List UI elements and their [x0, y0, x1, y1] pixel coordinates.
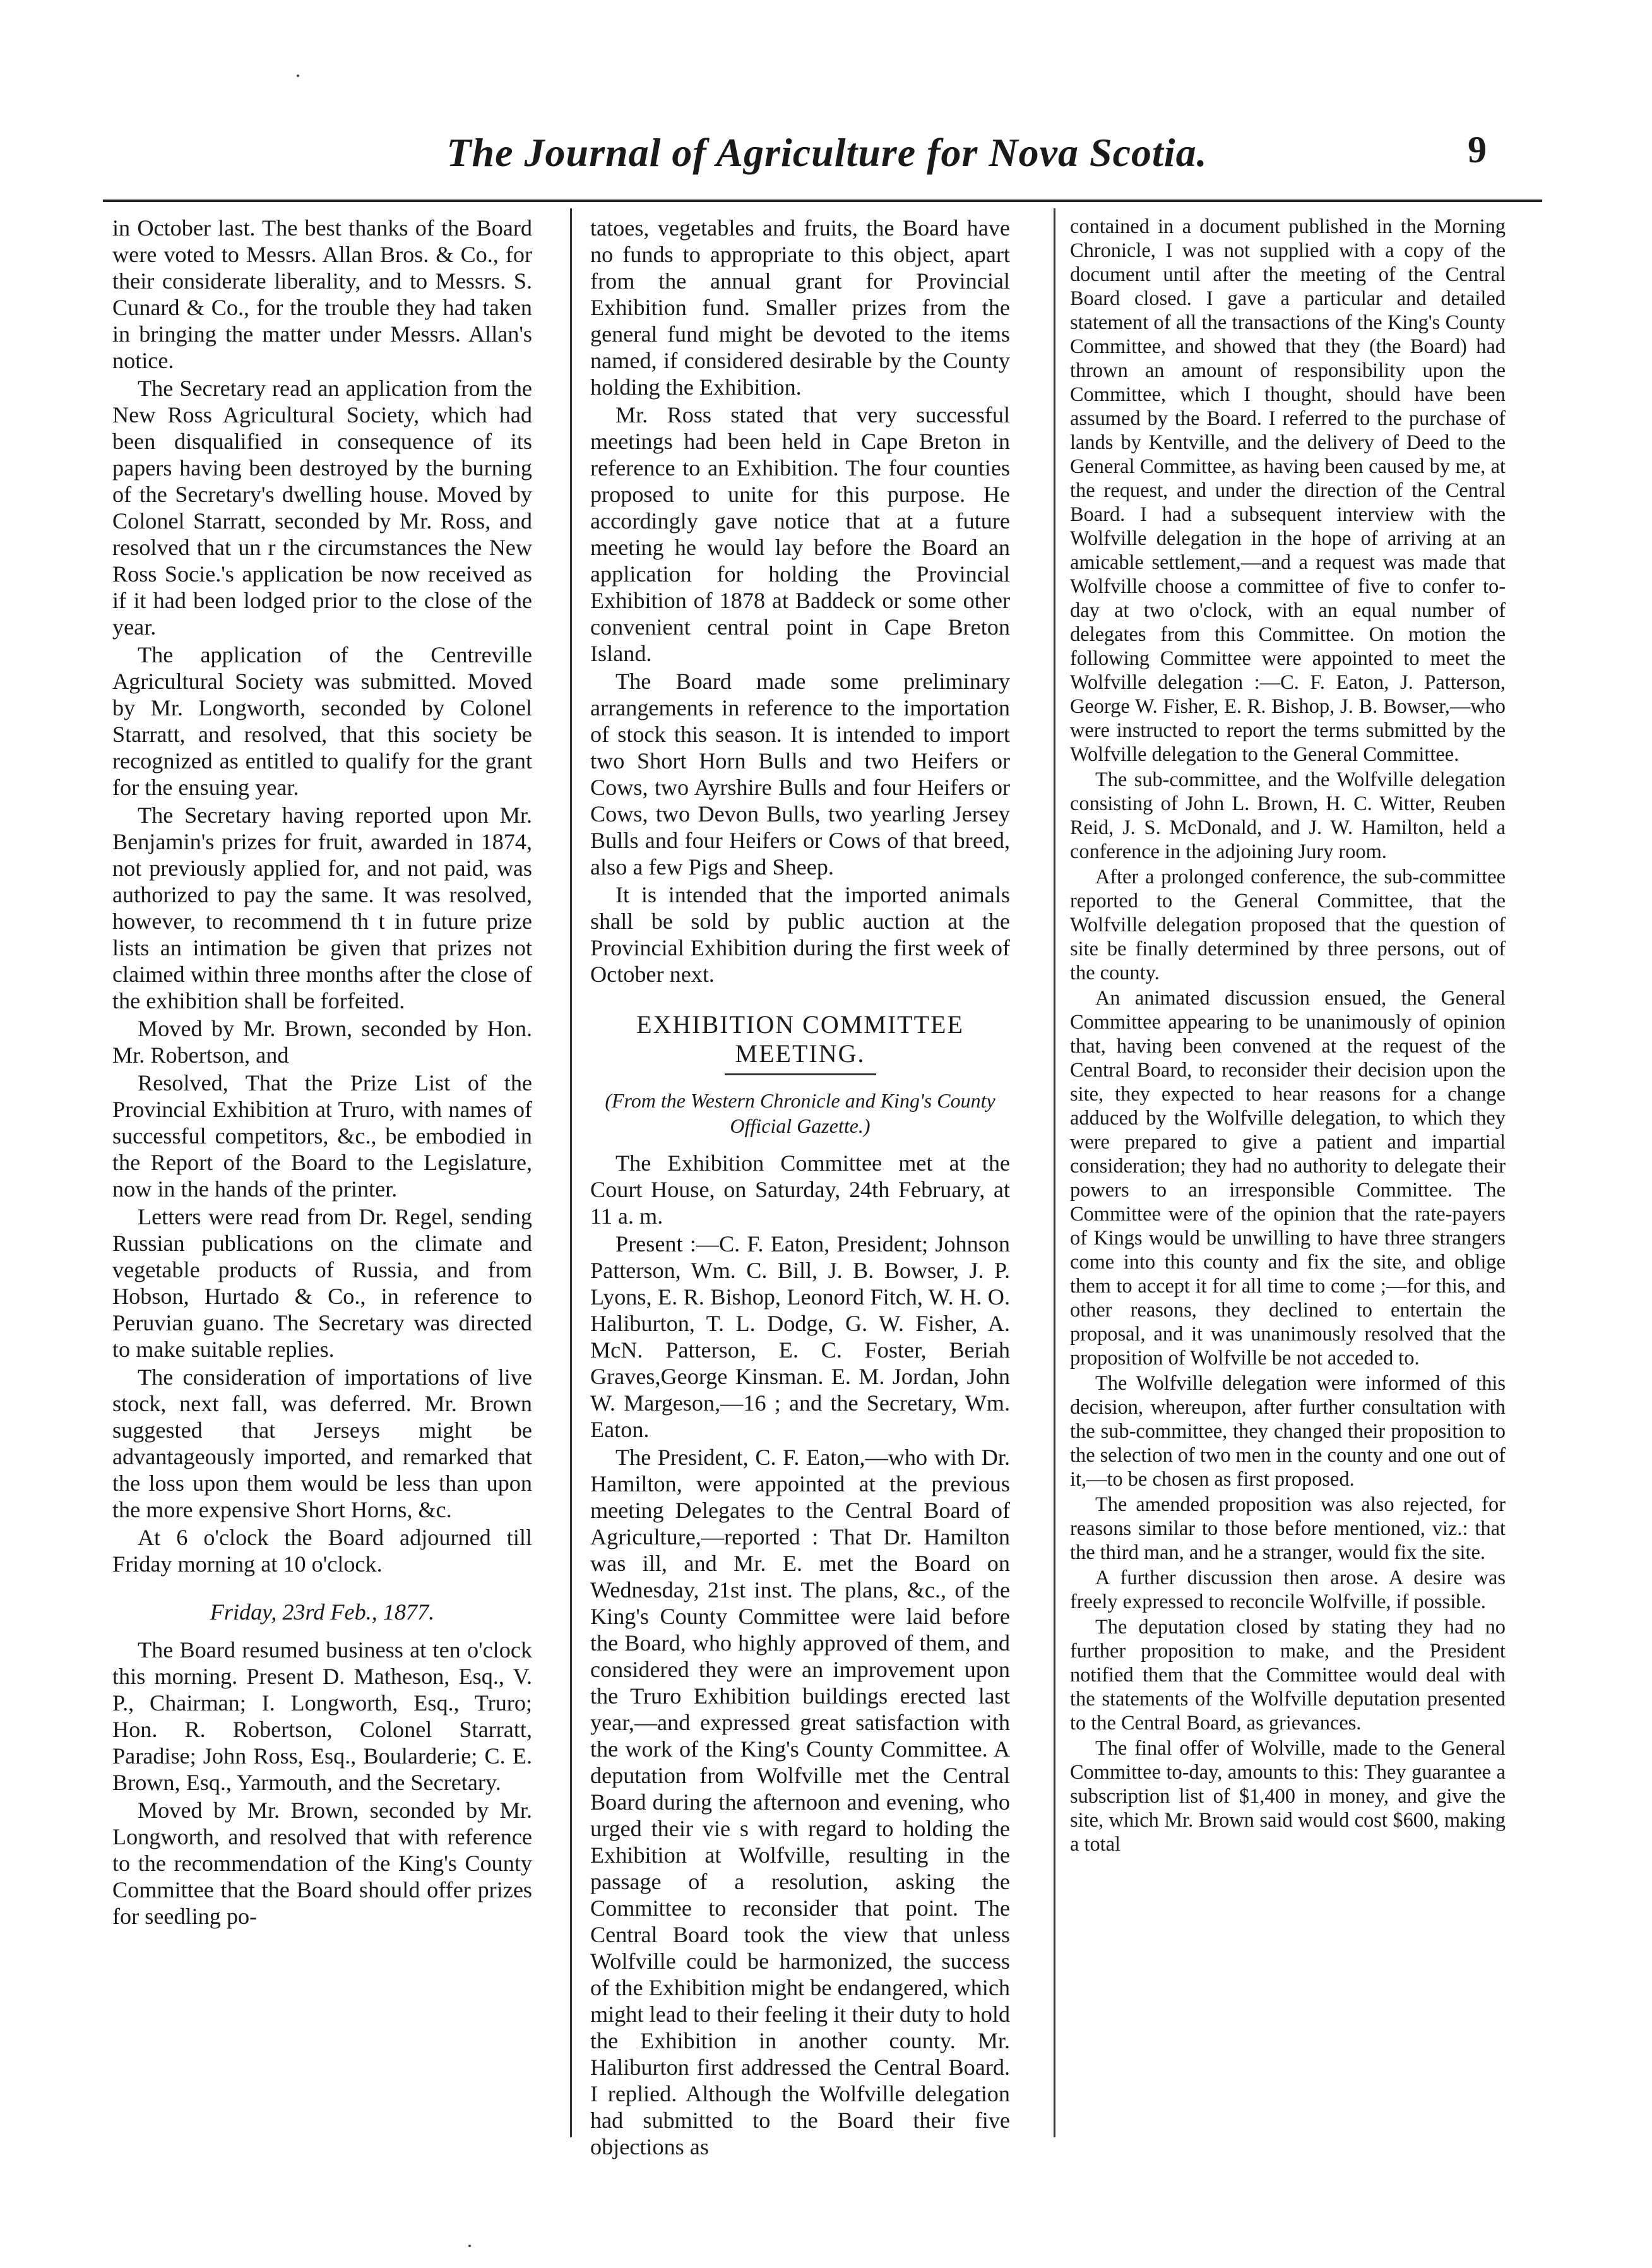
- paragraph: An animated discussion ensued, the General Committee appearing to be unanimously of opinion that, having been convened at the request of the Central Board, to reconsider their decision upon the site, they expected to hear reasons for a change adduced by the Wolfville delegation, to which they were prepared to give a patient and impartial consideration; they had no authority to delegate their powers to an irresponsible Committee. The Committee were of the opinion that the rate-payers of Kings would be unwilling to have three strangers come into this county and fix the site, and oblige them to accept it for all time to come ;—for this, and other reasons, they declined to entertain the proposal, and it was unanimously resolved that the proposition of Wolfville be not acceded to.: [1070, 987, 1506, 1370]
- print-speck: [297, 75, 299, 77]
- paragraph: The consideration of importations of live stock, next fall, was deferred. Mr. Brown suggested that Jerseys might be advantageously imported, and remarked that the loss upon them would be less than upon the more expensive Short Horns, &c.: [112, 1364, 532, 1522]
- paragraph: The Exhibition Committee met at the Court House, on Saturday, 24th February, at 11 a. m.: [590, 1150, 1010, 1229]
- print-speck: [468, 2245, 471, 2247]
- column-divider: [570, 208, 572, 2137]
- paragraph: Resolved, That the Prize List of the Provincial Exhibition at Truro, with names of successful competitors, &c., be embodied in the Report of the Board to the Legislature, now in the hands of the printer.: [112, 1070, 532, 1202]
- paragraph: The sub-committee, and the Wolfville delegation consisting of John L. Brown, H. C. Witter, Reuben Reid, J. S. McDonald, and J. W. Hamilton, held a conference in the adjoining Jury room.: [1070, 768, 1506, 863]
- heading-rule: [725, 1073, 876, 1075]
- header-rule: [103, 200, 1542, 202]
- paragraph: The President, C. F. Eaton,—who with Dr. Hamilton, were appointed at the previous meeting Delegates to the Central Board of Agriculture,—reported : That Dr. Hamilton was ill, and Mr. E. met the Board on Wednesday, 21st inst. The plans, &c., of the King's County Committee were laid before the Board, who highly approved of them, and considered they were an improvement upon the Truro Exhibition buildings erected last year,—and expressed great satisfaction with the work of the King's County Committee. A deputation from Wolfville met the Central Board during the afternoon and evening, who urged their vie s with regard to holding the Exhibition at Wolfville, resulting in the passage of a resolution, asking the Committee to reconsider that point. The Central Board took the view that unless Wolfville could be harmonized, the success of the Exhibition might be endangered, which might lead to their feeling it their duty to hold the Exhibition in another county. Mr. Haliburton first addressed the Central Board. I replied. Although the Wolfville delegation had submitted to the Board their five objections as: [590, 1445, 1010, 2159]
- paragraph: A further discussion then arose. A desire was freely expressed to reconcile Wolfville, if possible.: [1070, 1567, 1506, 1613]
- paragraph: The final offer of Wolville, made to the General Committee to-day, amounts to this: They guarantee a subscription list of $1,400 in money, and give the site, which Mr. Brown said would cost $600, making a total: [1070, 1737, 1506, 1856]
- section-heading: EXHIBITION COMMITTEE MEETING.: [636, 1010, 964, 1068]
- paragraph: The Board resumed business at ten o'clock this morning. Present D. Matheson, Esq., V. P., Chairman; I. Longworth, Esq., Truro; Hon. R. Robertson, Colonel Starratt, Paradise; John Ross, Esq., Boularderie; C. E. Brown, Esq., Yarmouth, and the Secretary.: [112, 1637, 532, 1795]
- paragraph: Moved by Mr. Brown, seconded by Mr. Longworth, and resolved that with reference to the recommendation of the King's County Committee that the Board should offer prizes for seedling po-: [112, 1798, 532, 1929]
- paragraph: The application of the Centreville Agricultural Society was submitted. Moved by Mr. Longworth, seconded by Colonel Starratt, and resolved, that this society be recognized as entitled to qualify for the grant for the ensuing year.: [112, 642, 532, 800]
- paragraph: The Wolfville delegation were informed of this decision, whereupon, after further consultation with the sub-committee, they changed their proposition to the selection of two men in the county and one out of it,—to be chosen as first proposed.: [1070, 1372, 1506, 1491]
- paragraph: Mr. Ross stated that very successful meetings had been held in Cape Breton in reference to an Exhibition. The four counties proposed to unite for this purpose. He accordingly gave notice that at a future meeting he would lay before the Board an application for holding the Provincial Exhibition of 1878 at Baddeck or some other convenient central point in Cape Breton Island.: [590, 402, 1010, 666]
- paragraph: tatoes, vegetables and fruits, the Board have no funds to appropriate to this object, apart from the annual grant for Provincial Exhibition fund. Smaller prizes from the general fund might be devoted to the items named, if considered desirable by the County holding the Exhibition.: [590, 215, 1010, 400]
- paragraph: Moved by Mr. Brown, seconded by Hon. Mr. Robertson, and: [112, 1016, 532, 1068]
- text-column-3: [1070, 215, 1506, 2144]
- paragraph: in October last. The best thanks of the Board were voted to Messrs. Allan Bros. & Co., for their considerate liberality, and to Messrs. S. Cunard & Co., for the trouble they had taken in bringing the matter under Messrs. Allan's notice.: [112, 215, 532, 373]
- page-number: 9: [1468, 129, 1487, 170]
- page-header: [0, 0, 1652, 208]
- paragraph: The amended proposition was also rejected, for reasons similar to those before mentioned, viz.: that the third man, and he a stranger, would fix the site.: [1070, 1493, 1506, 1564]
- paragraph: The Secretary having reported upon Mr. Benjamin's prizes for fruit, awarded in 1874, not previously applied for, and not paid, was authorized to pay the same. It was resolved, however, to recommend th t in future prize lists an intimation be given that prizes not claimed within three months after the close of the exhibition shall be forfeited.: [112, 803, 532, 1013]
- text-column-1: [112, 215, 532, 2144]
- paragraph: The deputation closed by stating they had no further proposition to make, and the President notified them that the Committee would deal with the statements of the Wolfville deputation presented to the Central Board, as grievances.: [1070, 1616, 1506, 1734]
- journal-title: The Journal of Agriculture for Nova Scotia.: [446, 130, 1208, 175]
- paragraph: contained in a document published in the Morning Chronicle, I was not supplied with a copy of the document until after the meeting of the Central Board closed. I gave a particular and detailed statement of all the transactions of the King's County Committee, and showed that they (the Board) had thrown an amount of responsibility upon the Committee, which I thought, should have been assumed by the Board. I referred to the purchase of lands by Kentville, and the delivery of Deed to the General Committee, as having been caused by me, at the request, and under the direction of the Central Board. I had a subsequent interview with the Wolfville delegation in the hope of arriving at an amicable settlement,—and a request was made that Wolfville choose a committee of five to confer to-day at two o'clock, with an equal number of delegates from this Committee. On motion the following Committee were appointed to meet the Wolfville delegation :—C. F. Eaton, J. Patterson, George W. Fisher, E. R. Bishop, J. B. Bowser,—who were instructed to report the terms submitted by the Wolfville delegation to the General Committee.: [1070, 215, 1506, 766]
- source-note: (From the Western Chronicle and King's County Official Gazette.): [605, 1089, 995, 1137]
- dateline: Friday, 23rd Feb., 1877.: [210, 1599, 435, 1625]
- paragraph: The Secretary read an application from the New Ross Agricultural Society, which had been disqualified in consequence of its papers having been destroyed by the burning of the Secretary's dwelling house. Moved by Colonel Starratt, seconded by Mr. Ross, and resolved that un r the circumstances the New Ross Socie.'s application be now received as if it had been lodged prior to the close of the year.: [112, 376, 532, 640]
- paragraph: The Board made some preliminary arrangements in reference to the importation of stock this season. It is intended to import two Short Horn Bulls and two Heifers or Cows, two Ayrshire Bulls and four Heifers or Cows, two Devon Bulls, two yearling Jersey Bulls and four Heifers or Cows of that breed, also a few Pigs and Sheep.: [590, 669, 1010, 880]
- paragraph: Present :—C. F. Eaton, President; Johnson Patterson, Wm. C. Bill, J. B. Bowser, J. P. Lyons, E. R. Bishop, Leonord Fitch, W. H. O. Haliburton, T. L. Dodge, G. W. Fisher, A. McN. Patterson, E. C. Foster, Beriah Graves,George Kinsman. E. M. Jordan, John W. Margeson,—16 ; and the Secretary, Wm. Eaton.: [590, 1231, 1010, 1442]
- paragraph: It is intended that the imported animals shall be sold by public auction at the Provincial Exhibition during the first week of October next.: [590, 882, 1010, 987]
- paragraph: At 6 o'clock the Board adjourned till Friday morning at 10 o'clock.: [112, 1525, 532, 1577]
- paragraph: Letters were read from Dr. Regel, sending Russian publications on the climate and vegetable products of Russia, and from Hobson, Hurtado & Co., in reference to Peruvian guano. The Secretary was directed to make suitable replies.: [112, 1204, 532, 1362]
- column-divider: [1054, 208, 1055, 2137]
- paragraph: After a prolonged conference, the sub-committee reported to the General Committee, that the Wolfville delegation proposed that the question of site be finally determined by three persons, out of the county.: [1070, 866, 1506, 984]
- text-column-2: [590, 215, 1010, 2159]
